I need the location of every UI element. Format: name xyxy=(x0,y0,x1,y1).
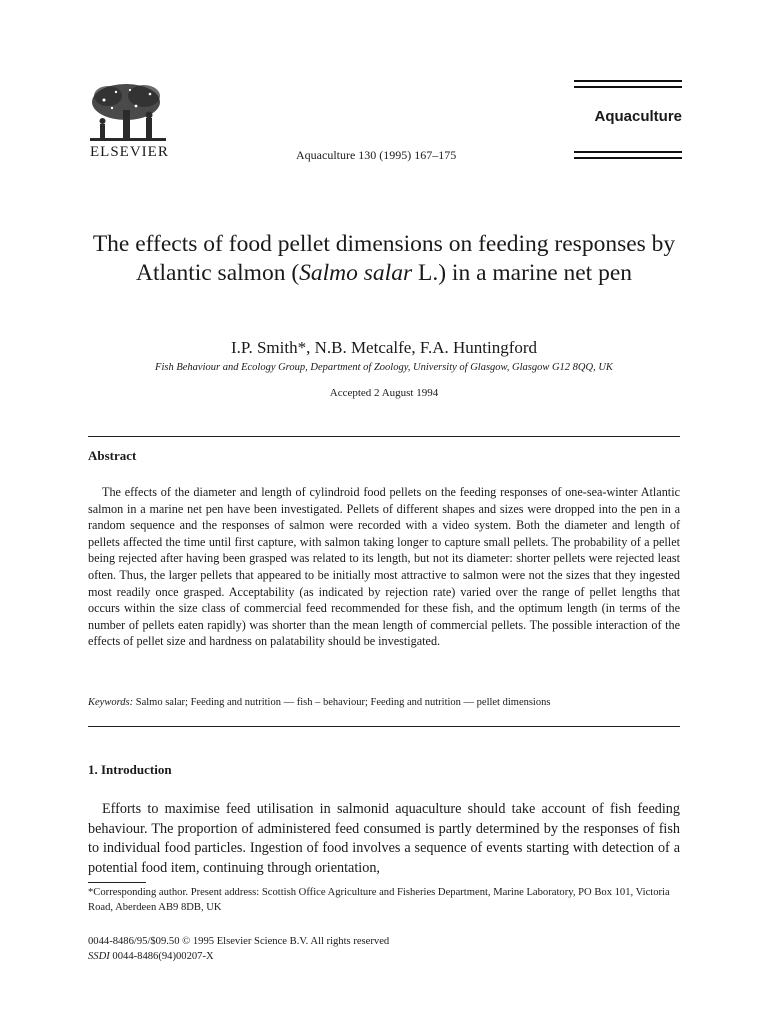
accepted-date: Accepted 2 August 1994 xyxy=(329,387,439,399)
journal-rule-bottom-2 xyxy=(574,157,682,159)
article-title xyxy=(60,230,708,288)
keywords-label: Keywords xyxy=(88,697,130,708)
abstract-heading: Abstract xyxy=(88,448,137,463)
keywords-text: Salmo salar; Feeding and nutrition — fish – behaviour; Feeding and nutrition — pellet dimensions xyxy=(135,697,551,708)
introduction-heading: 1. Introduction xyxy=(88,762,172,777)
elsevier-tree-logo xyxy=(86,80,170,146)
copyright-line: 0044-8486/95/$09.50 © 1995 Elsevier Science B.V. All rights reserved xyxy=(88,936,390,947)
journal-rule-top-2 xyxy=(574,86,682,88)
ssdi-line xyxy=(88,949,389,964)
keywords-line xyxy=(88,697,688,708)
author-affiliation: Fish Behaviour and Ecology Group, Department of Zoology, University of Glasgow, Glasgow G12 8QQ, UK xyxy=(155,362,613,373)
ssdi-label: SSDI xyxy=(88,951,110,962)
introduction-body: Efforts to maximise feed utilisation in salmonid aquaculture should take account of fish feeding behaviour. The proportion of administered feed consumed is partly determined by the responses of fish to individual food particles. Ingestion of food involves a sequence of events starting with detection of a potential food item, continuing through orientation, xyxy=(88,801,680,876)
abstract-top-rule xyxy=(88,436,680,437)
title-species: Salmo salar xyxy=(299,260,413,286)
footnote-rule xyxy=(88,882,146,883)
abstract-bottom-rule xyxy=(88,726,680,727)
title-part-2: L.) in a marine net pen xyxy=(412,260,633,286)
publisher-name: ELSEVIER xyxy=(90,144,169,160)
footnote: *Corresponding author. Present address: Scottish Office Agriculture and Fisheries Department, Marine Laboratory, PO Box 101, Victoria Road, Aberdeen AB9 8DB, UK xyxy=(88,887,670,913)
journal-citation: Aquaculture 130 (1995) 167–175 xyxy=(296,148,457,162)
keywords-colon: : xyxy=(129,697,136,708)
abstract-body: The effects of the diameter and length of cylindroid food pellets on the feeding responses of one-sea-winter Atlantic salmon in a marine net pen have been investigated. Pellets of different shapes and sizes were dropped into the pen in a random sequence and the responses of salmon were recorded with a video system. Both the diameter and length of pellets affected the time until first capture, with salmon taking longer to capture small pellets. The probability of a pellet being rejected after having been grasped was related to its length, but not its diameter: shorter pellets were rejected least often. Thus, the larger pellets that appeared to be initially most attractive to salmon were not the sizes that they ingested most readily once grasped. Acceptability (as indicated by rejection rate) varied over the range of pellet lengths that occurs within the size class of commercial feed recommended for these fish, and the optimum length (in terms of the number of pellets eaten rapidly) was shorter than the mean length of commercial pellets. The possible interaction of the effects of pellet size and hardness on palatability should be investigated. xyxy=(88,485,680,649)
journal-rule-bottom-1 xyxy=(574,151,682,153)
journal-rule-top-1 xyxy=(574,80,682,82)
ssdi-value: 0044-8486(94)00207-X xyxy=(109,951,214,962)
copyright-block xyxy=(88,934,389,964)
journal-name: Aquaculture xyxy=(594,108,682,125)
title-part-1: The effects of food pellet dimensions on feeding responses by Atlantic salmon ( xyxy=(92,231,676,286)
author-list: I.P. Smith*, N.B. Metcalfe, F.A. Huntingford xyxy=(230,338,538,357)
